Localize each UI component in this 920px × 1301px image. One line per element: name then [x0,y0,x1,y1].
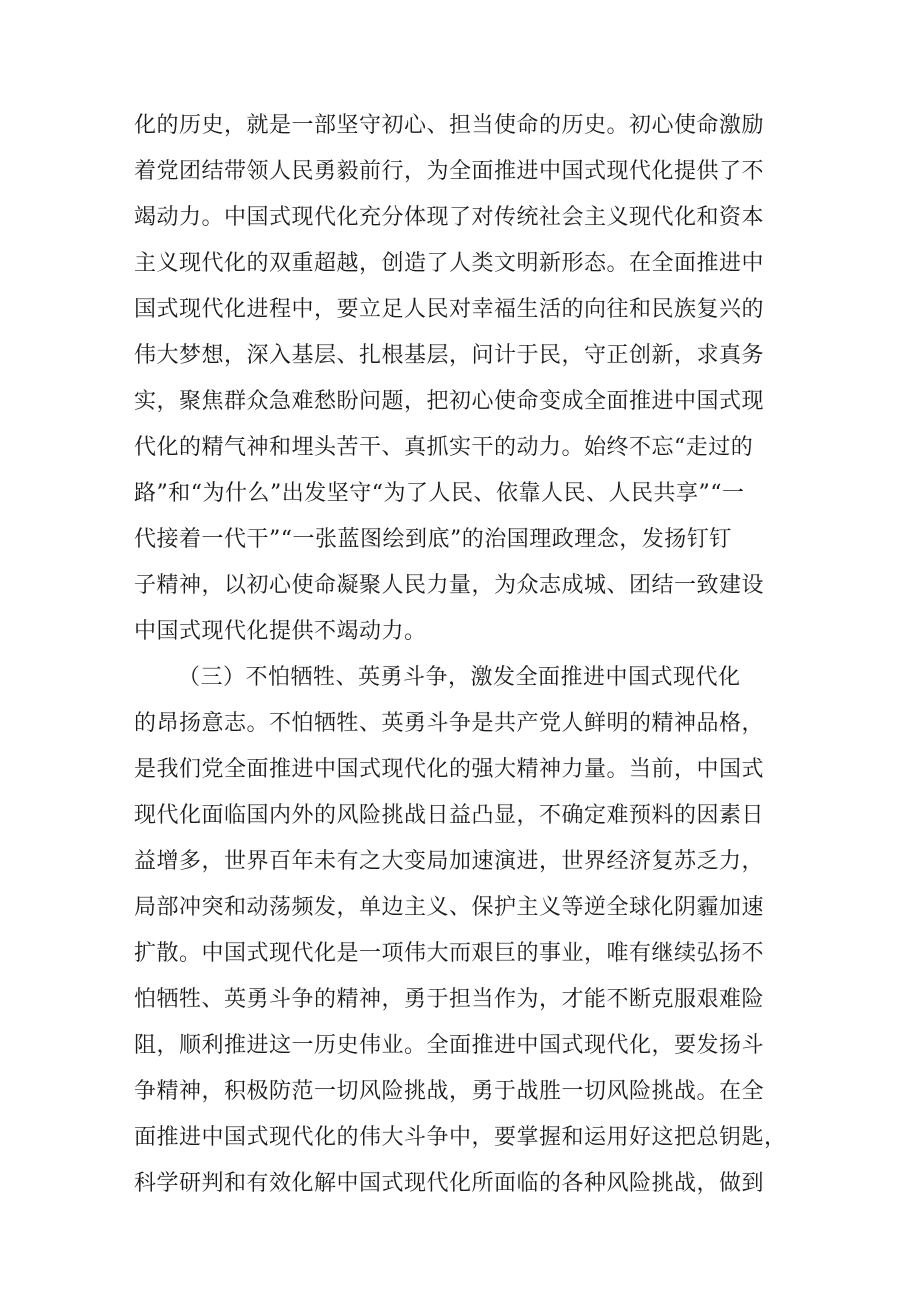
text-line: 伟大梦想，深入基层、扎根基层，问计于民，守正创新，求真务 [134,343,765,368]
text-line: 是我们党全面推进中国式现代化的强大精神力量。当前，中国式 [134,757,765,782]
text-line: 现代化面临国内外的风险挑战日益凸显，不确定难预料的因素日 [134,803,765,828]
text-line: 面推进中国式现代化的伟大斗争中，要掌握和运用好这把总钥匙， [134,1125,787,1150]
text-line: 国式现代化进程中，要立足人民对幸福生活的向往和民族复兴的 [134,297,765,322]
text-line: 科学研判和有效化解中国式现代化所面临的各种风险挑战，做到 [134,1171,765,1196]
text-line: 局部冲突和动荡频发，单边主义、保护主义等逆全球化阴霾加速 [134,895,765,920]
text-line: 竭动力。中国式现代化充分体现了对传统社会主义现代化和资本 [134,205,765,230]
text-line: 阻，顺利推进这一历史伟业。全面推进中国式现代化，要发扬斗 [134,1033,765,1058]
text-line: 代接着一代干”“一张蓝图绘到底”的治国理政理念，发扬钉钉 [134,527,732,552]
text-line: 代化的精气神和埋头苦干、真抓实干的动力。始终不忘“走过的 [134,435,754,460]
text-line: 中国式现代化提供不竭动力。 [134,619,427,644]
text-line: 子精神，以初心使命凝聚人民力量，为众志成城、团结一致建设 [134,573,765,598]
text-line: 怕牺牲、英勇斗争的精神，勇于担当作为，才能不断克服艰难险 [134,987,765,1012]
text-line: 的昂扬意志。不怕牺牲、英勇斗争是共产党人鲜明的精神品格， [134,711,765,736]
text-line: 化的历史，就是一部坚守初心、担当使命的历史。初心使命激励 [134,113,765,138]
text-line: 着党团结带领人民勇毅前行，为全面推进中国式现代化提供了不 [134,159,765,184]
section-heading-line: （三）不怕牺牲、英勇斗争，激发全面推进中国式现代化 [178,665,741,690]
text-line: 主义现代化的双重超越，创造了人类文明新形态。在全面推进中 [134,251,765,276]
text-line: 扩散。中国式现代化是一项伟大而艰巨的事业，唯有继续弘扬不 [134,941,765,966]
text-line: 争精神，积极防范一切风险挑战，勇于战胜一切风险挑战。在全 [134,1079,765,1104]
text-line: 实，聚焦群众急难愁盼问题，把初心使命变成全面推进中国式现 [134,389,765,414]
text-line: 路”和“为什么”出发坚守“为了人民、依靠人民、人民共享”“一 [134,481,745,506]
text-line: 益增多，世界百年未有之大变局加速演进，世界经济复苏乏力， [134,849,765,874]
